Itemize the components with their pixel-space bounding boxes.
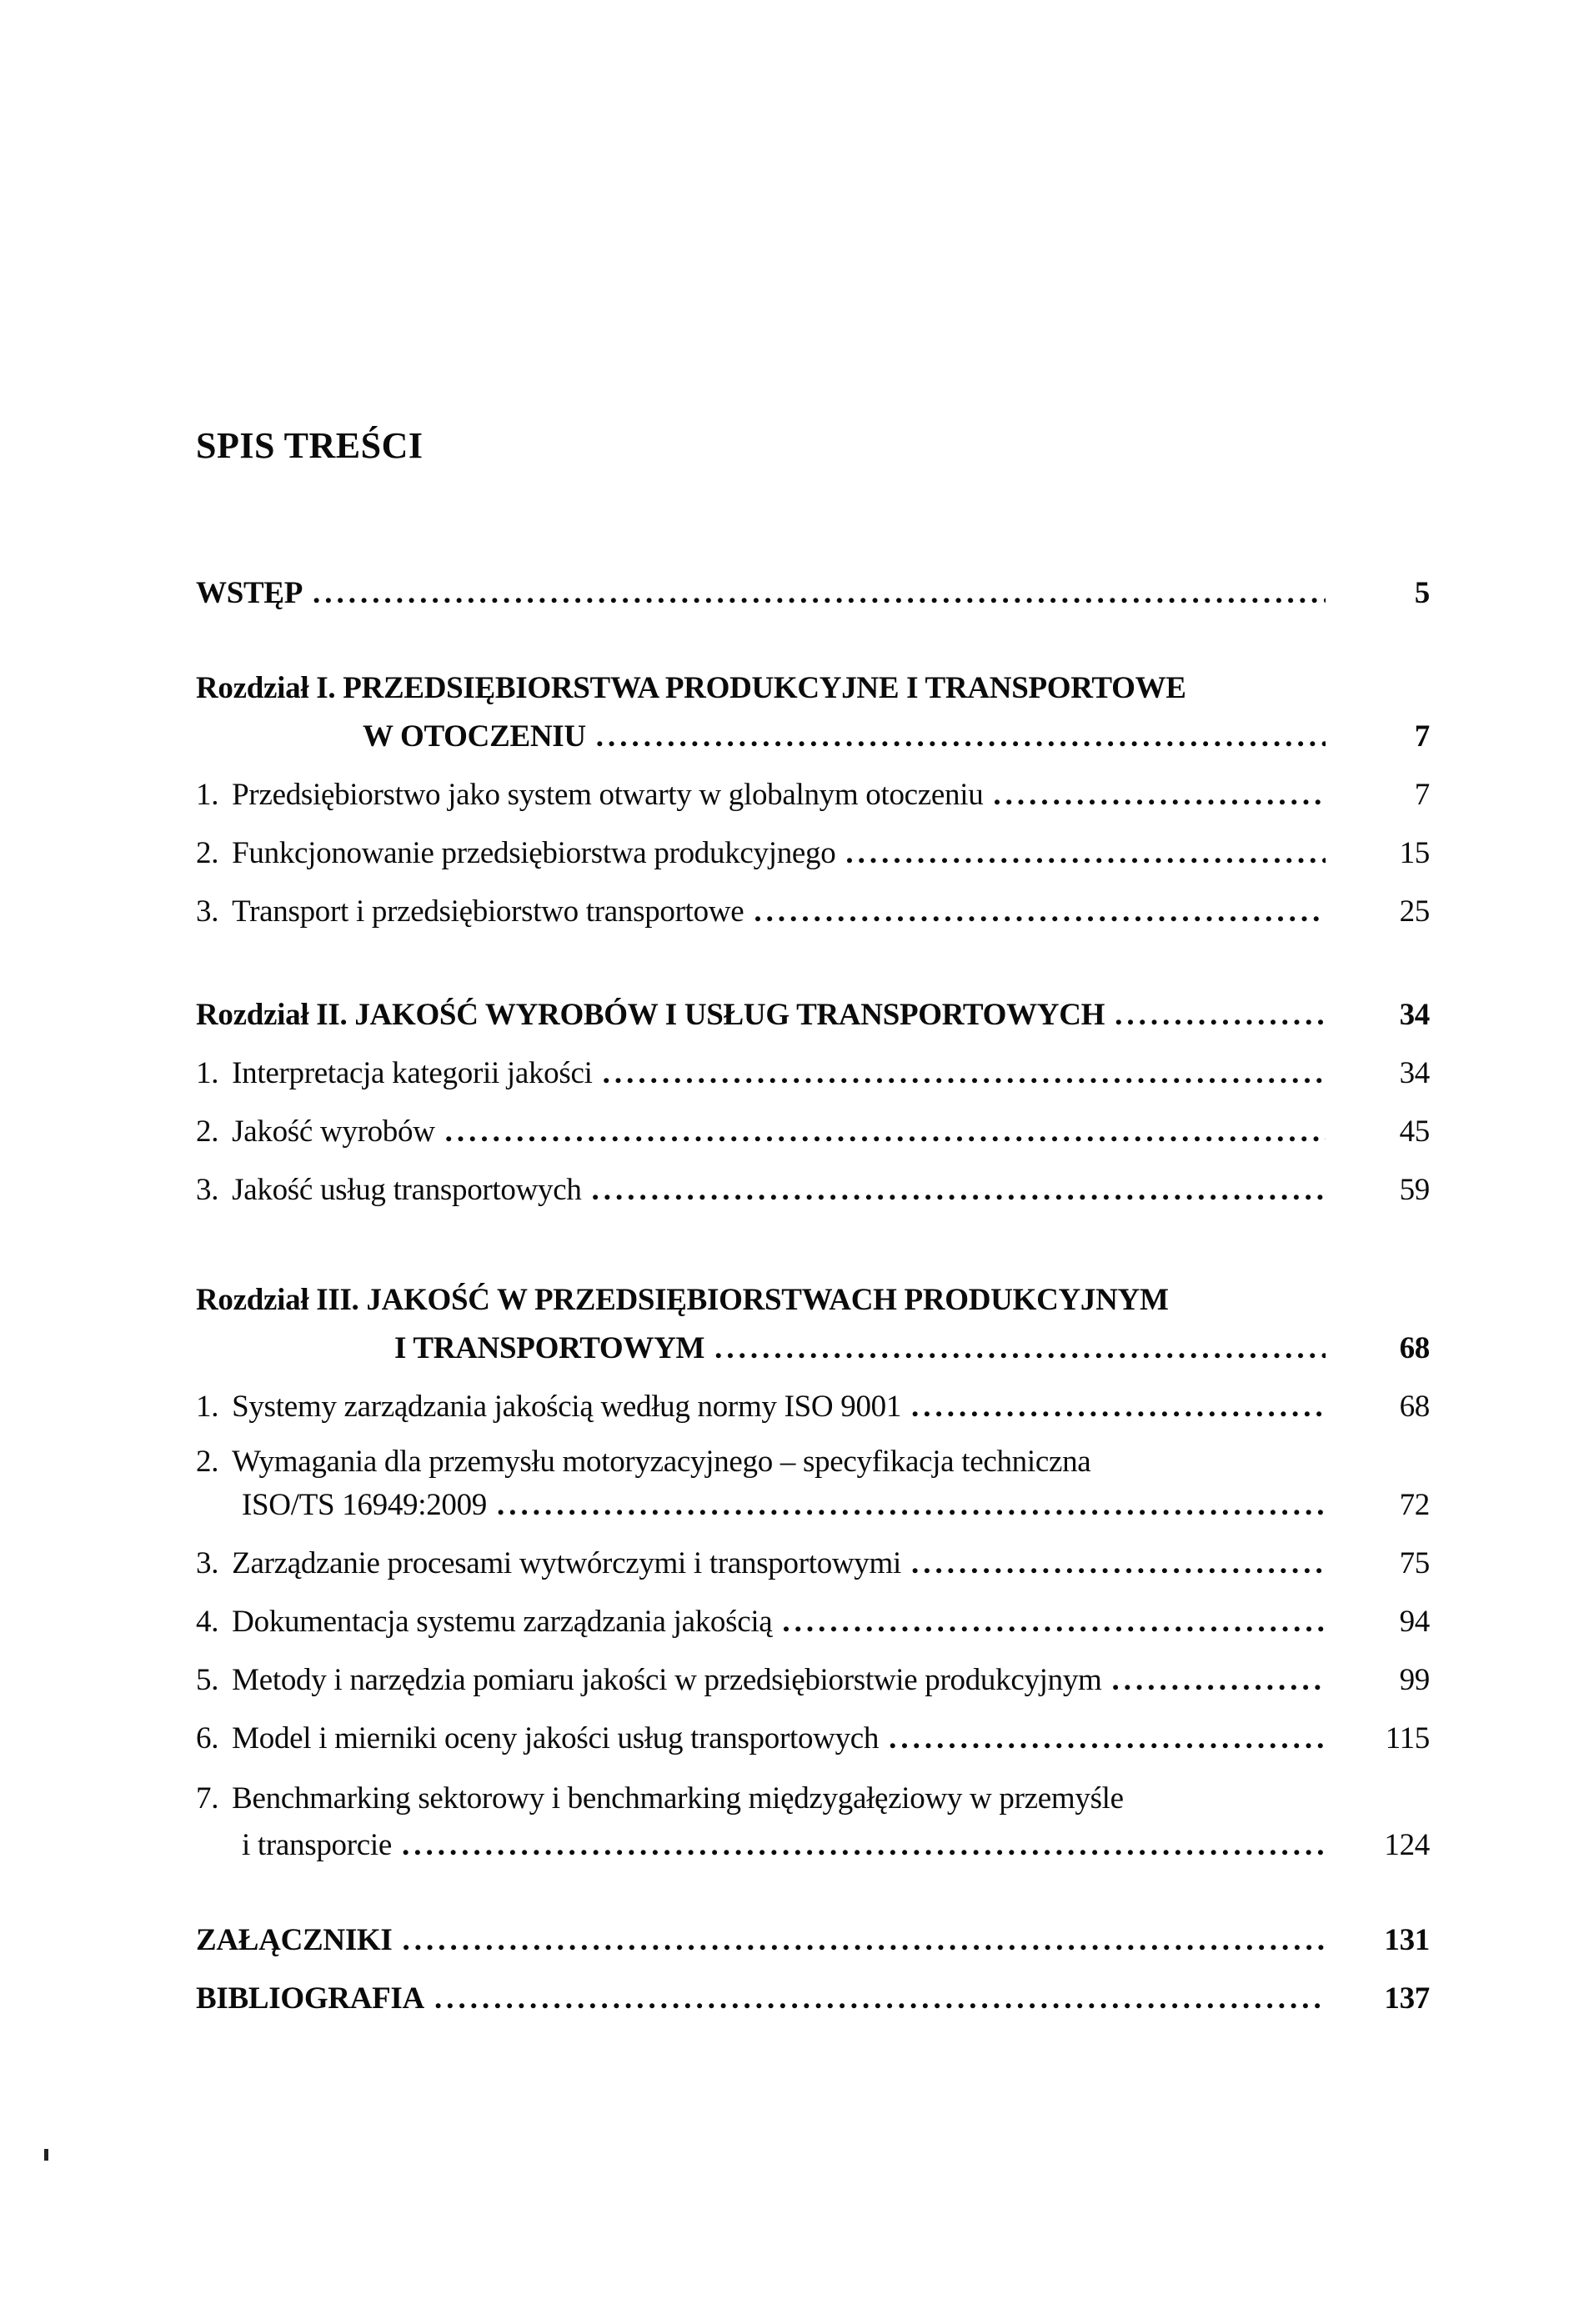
toc-entry-label: Jakość usług transportowych [232, 1173, 582, 1207]
toc-entry-cont [196, 1824, 1430, 1867]
toc-entry-label: Dokumentacja systemu zarządzania jakością [232, 1605, 773, 1639]
toc-entry-cont [196, 1484, 1430, 1527]
toc-entry-number: 2. [196, 1114, 219, 1149]
dot-leader [596, 715, 1326, 759]
toc-entry-label: Systemy zarządzania jakością według normy ISO 9001 [232, 1390, 902, 1424]
page-number: 34 [1399, 1056, 1430, 1090]
toc-chapter-title-cont: I TRANSPORTOWYM [394, 1331, 705, 1365]
page-number: 68 [1399, 1331, 1430, 1365]
page-number: 124 [1384, 1828, 1430, 1862]
toc-entry-label: Jakość wyrobów [232, 1114, 435, 1149]
toc-entry-label: Wymagania dla przemysłu motoryzacyjnego – specyfikacja techniczna [232, 1445, 1091, 1479]
page-number: 131 [1384, 1923, 1430, 1957]
toc-chapter1-heading-cont [196, 715, 1430, 759]
toc-entry [196, 1440, 1430, 1484]
page-number: 45 [1399, 1114, 1430, 1149]
toc-entry [196, 1542, 1430, 1585]
toc-entry-label: ZAŁĄCZNIKI [196, 1923, 393, 1957]
page-number: 75 [1399, 1546, 1430, 1580]
toc-entry-number: 1. [196, 778, 219, 812]
toc-chapter-title: Rozdział III. JAKOŚĆ W PRZEDSIĘBIORSTWACH PRODUKCYJNYM [196, 1283, 1169, 1317]
toc-chapter1-heading [196, 667, 1430, 710]
page-number: 137 [1384, 1981, 1430, 2016]
toc-entry-label: Benchmarking sektorowy i benchmarking międzygałęziowy w przemyśle [232, 1781, 1124, 1816]
toc-entry [196, 1600, 1430, 1644]
page-number: 72 [1399, 1488, 1430, 1522]
page-number: 7 [1414, 778, 1430, 812]
dot-leader [782, 1600, 1326, 1644]
page-number: 7 [1414, 719, 1430, 754]
toc-entry-number: 7. [196, 1781, 219, 1816]
toc-chapter-title: Rozdział II. JAKOŚĆ WYROBÓW I USŁUG TRANSPORTOWYCH [196, 998, 1105, 1032]
toc-entry-number: 5. [196, 1663, 219, 1697]
dot-leader [592, 1169, 1326, 1212]
toc-entry-label-cont: ISO/TS 16949:2009 [242, 1488, 488, 1522]
toc-entry-label: Przedsiębiorstwo jako system otwarty w globalnym otoczeniu [232, 778, 984, 812]
toc-entry [196, 1777, 1430, 1821]
dot-leader [1115, 994, 1326, 1037]
toc-entry-label: WSTĘP [196, 576, 303, 610]
page-number: 99 [1399, 1663, 1430, 1697]
toc-entry-number: 2. [196, 836, 219, 870]
toc-entry-number: 3. [196, 1173, 219, 1207]
dot-leader [434, 1977, 1326, 2021]
toc-chapter2-heading [196, 994, 1430, 1037]
toc-entry-number: 1. [196, 1390, 219, 1424]
toc-entry [196, 1169, 1430, 1212]
page-number: 115 [1385, 1721, 1430, 1756]
toc-entry-number: 3. [196, 894, 219, 929]
page-number: 15 [1399, 836, 1430, 870]
scan-artifact [44, 2149, 48, 2161]
page-number: 94 [1399, 1605, 1430, 1639]
dot-leader [445, 1110, 1326, 1154]
toc-entry-bibliografia [196, 1977, 1430, 2021]
toc-chapter-title-cont: W OTOCZENIU [363, 719, 586, 754]
page-number: 59 [1399, 1173, 1430, 1207]
toc-entry [196, 1110, 1430, 1154]
toc-entry [196, 890, 1430, 934]
toc-chapter-title: Rozdział I. PRZEDSIĘBIORSTWA PRODUKCYJNE I TRANSPORTOWE [196, 671, 1186, 705]
toc-entry-label: Metody i narzędzia pomiaru jakości w przedsiębiorstwie produkcyjnym [232, 1663, 1102, 1697]
dot-leader [754, 890, 1326, 934]
dot-leader [911, 1542, 1326, 1585]
dot-leader [845, 832, 1326, 875]
toc-entry [196, 1659, 1430, 1702]
page-number: 68 [1399, 1390, 1430, 1424]
toc-entry [196, 1052, 1430, 1095]
toc-entry [196, 832, 1430, 875]
toc-entry-number: 2. [196, 1445, 219, 1479]
toc-entry-zalaczniki [196, 1919, 1430, 1962]
toc-entry-label: Model i mierniki oceny jakości usług transportowych [232, 1721, 880, 1756]
toc-entry-label-cont: i transporcie [242, 1828, 392, 1862]
dot-leader [603, 1052, 1326, 1095]
dot-leader [889, 1717, 1326, 1761]
toc-entry-number: 3. [196, 1546, 219, 1580]
toc-entry-number: 6. [196, 1721, 219, 1756]
toc-entry [196, 1717, 1430, 1761]
toc-entry-label: Funkcjonowanie przedsiębiorstwa produkcyjnego [232, 836, 836, 870]
toc-entry-label: Interpretacja kategorii jakości [232, 1056, 593, 1090]
dot-leader [313, 572, 1326, 615]
dot-leader [402, 1824, 1326, 1867]
toc-chapter3-heading [196, 1279, 1430, 1322]
toc-entry [196, 774, 1430, 817]
toc-entry-wstep [196, 572, 1430, 615]
toc-chapter3-heading-cont [196, 1327, 1430, 1370]
toc-entry-number: 4. [196, 1605, 219, 1639]
page-number: 25 [1399, 894, 1430, 929]
dot-leader [403, 1919, 1326, 1962]
dot-leader [993, 774, 1326, 817]
toc-entry-number: 1. [196, 1056, 219, 1090]
page-number: 34 [1399, 998, 1430, 1032]
toc-entry-label: BIBLIOGRAFIA [196, 1981, 424, 2016]
toc-entry-label: Transport i przedsiębiorstwo transportowe [232, 894, 744, 929]
page-title: SPIS TREŚCI [196, 425, 424, 466]
dot-leader [714, 1327, 1326, 1370]
dot-leader [911, 1385, 1326, 1429]
toc-entry-label: Zarządzanie procesami wytwórczymi i transportowymi [232, 1546, 901, 1580]
dot-leader [1112, 1659, 1326, 1702]
toc-entry [196, 1385, 1430, 1429]
dot-leader [497, 1484, 1326, 1527]
page-number: 5 [1414, 576, 1430, 610]
